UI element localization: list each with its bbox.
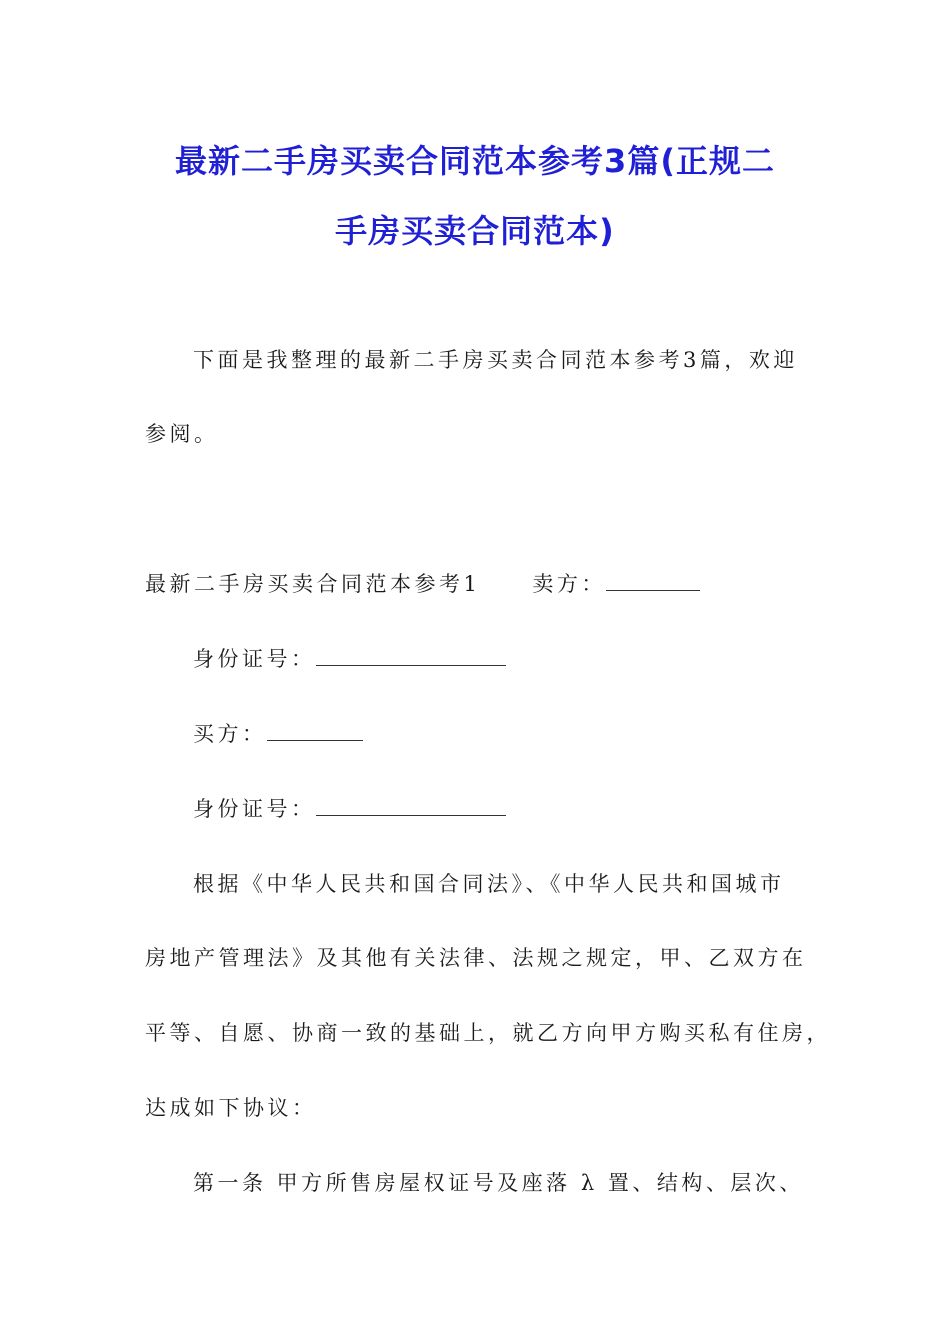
section-1-heading-row: [145, 570, 700, 598]
intro-paragraph-line-1: 下面是我整理的最新二手房买卖合同范本参考3篇，欢迎: [193, 348, 798, 372]
buyer-id-row: [193, 795, 506, 823]
legal-basis-line-4: 达成如下协议：: [145, 1096, 317, 1120]
legal-basis-line-1: 根据《中华人民共和国合同法》、《中华人民共和国城市: [193, 872, 785, 896]
document-title-line-1: 最新二手房买卖合同范本参考3篇(正规二: [175, 142, 775, 180]
buyer-id-label: 身份证号：: [193, 797, 316, 821]
article-1-line-1: 第一条 甲方所售房屋权证号及座落 λ 置、结构、层次、: [193, 1171, 804, 1195]
buyer-name-blank: [267, 720, 363, 741]
intro-paragraph-line-2: 参阅。: [145, 422, 219, 446]
buyer-label: 买方：: [193, 722, 267, 746]
buyer-id-blank: [316, 795, 506, 816]
seller-id-blank: [316, 645, 506, 666]
legal-basis-line-3: 平等、自愿、协商一致的基础上，就乙方向甲方购买私有住房，: [145, 1021, 831, 1045]
legal-basis-line-2: 房地产管理法》及其他有关法律、法规之规定，甲、乙双方在: [145, 946, 807, 970]
document-title-line-2: 手房买卖合同范本): [335, 212, 615, 250]
seller-id-label: 身份证号：: [193, 647, 316, 671]
section-1-heading: 最新二手房买卖合同范本参考1: [145, 572, 481, 596]
buyer-row: [193, 720, 363, 748]
seller-name-blank: [606, 570, 700, 591]
seller-id-row: [193, 645, 506, 673]
seller-label: 卖方：: [532, 572, 606, 596]
